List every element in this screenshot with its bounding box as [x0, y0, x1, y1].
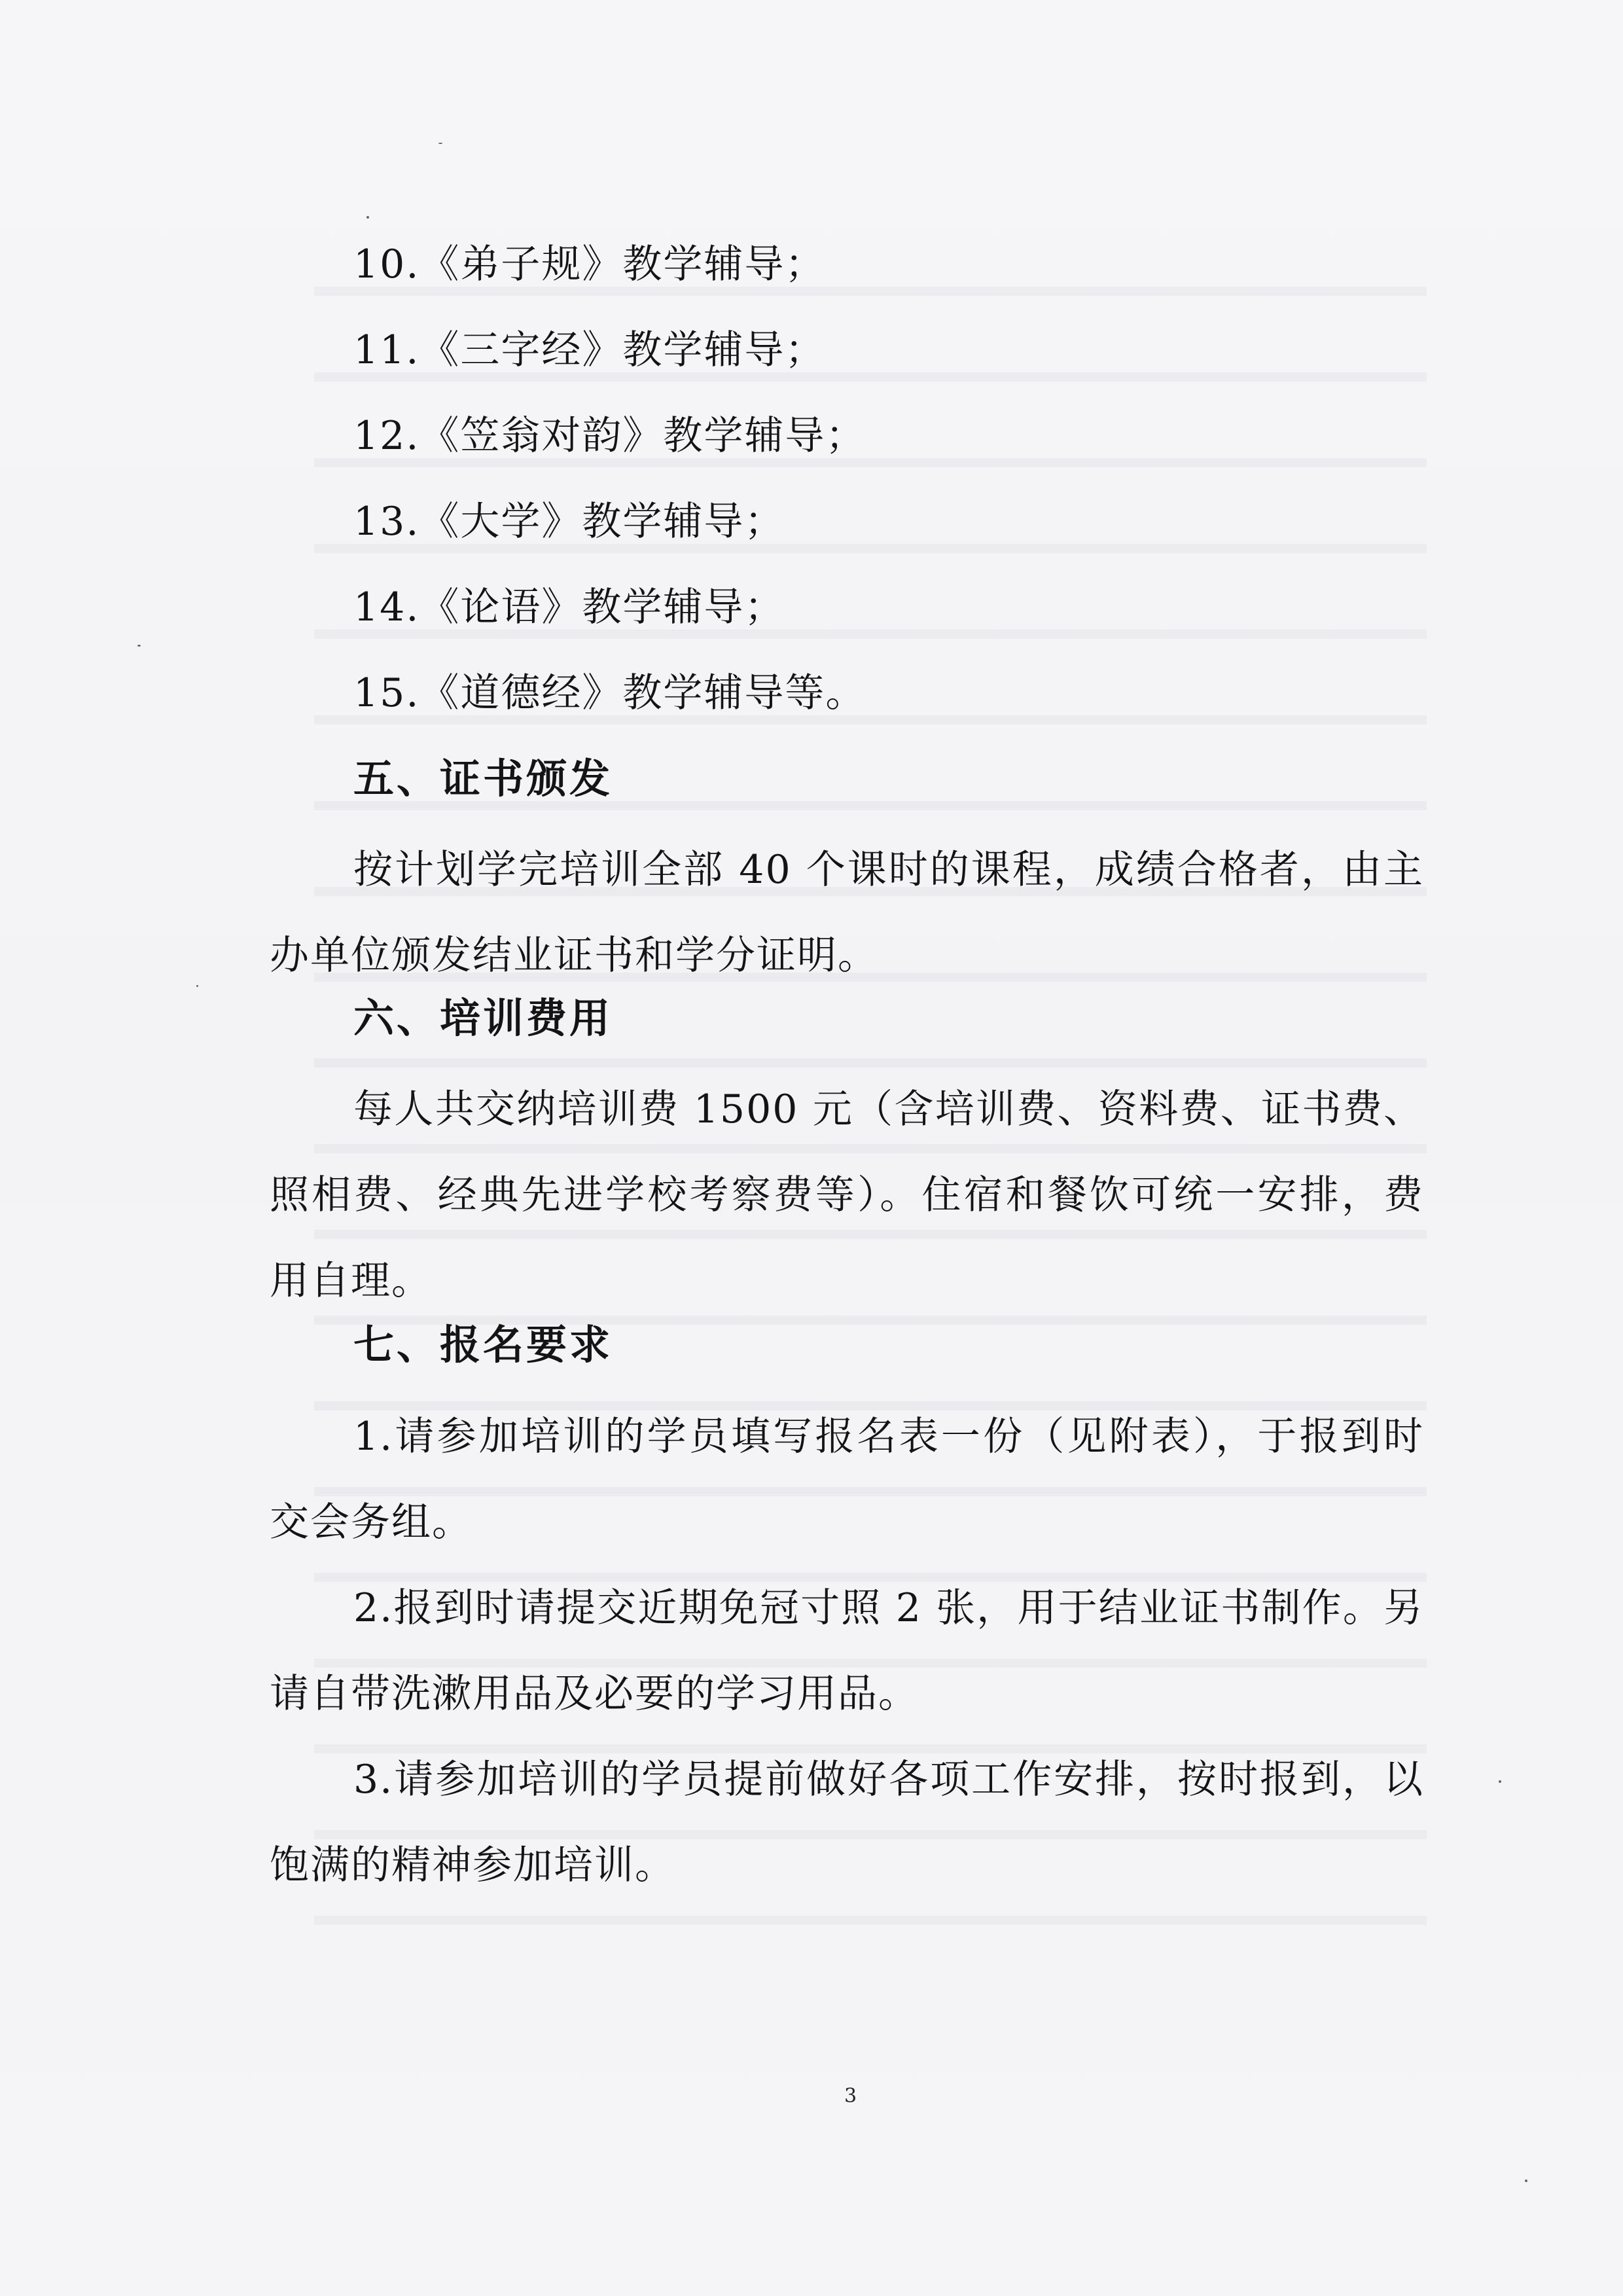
scan-speck [1499, 1780, 1501, 1783]
registration-item: 2.报到时请提交近期免冠寸照 2 张，用于结业证书制作。另请自带洗漱用品及必要的学习用品。 [270, 1585, 1424, 1717]
scan-speck [196, 985, 198, 987]
section-heading-registration: 七、报名要求 [353, 1321, 613, 1369]
page-number: 3 [844, 2085, 857, 2108]
list-item: 12.《笠翁对韵》教学辅导； [353, 413, 866, 459]
scan-speck [438, 143, 442, 144]
scan-speck [137, 645, 141, 647]
registration-item: 1.请参加培训的学员填写报名表一份（见附表），于报到时交会务组。 [270, 1414, 1424, 1545]
scan-speck [1525, 2179, 1527, 2182]
registration-item: 3.请参加培训的学员提前做好各项工作安排，按时报到，以饱满的精神参加培训。 [270, 1757, 1424, 1888]
list-item: 15.《道德经》教学辅导等。 [353, 670, 866, 716]
scan-speck [366, 216, 369, 219]
section-heading-fees: 六、培训费用 [353, 994, 613, 1042]
list-item: 11.《三字经》教学辅导； [353, 327, 826, 373]
section-body-certificate: 按计划学完培训全部 40 个课时的课程，成绩合格者，由主办单位颁发结业证书和学分证明。 [270, 847, 1424, 978]
section-heading-certificate: 五、证书颁发 [353, 755, 613, 802]
list-item: 10.《弟子规》教学辅导； [353, 242, 826, 287]
section-body-fees: 每人共交纳培训费 1500 元（含培训费、资料费、证书费、照相费、经典先进学校考察费等）。住宿和餐饮可统一安排，费用自理。 [270, 1086, 1424, 1304]
list-item: 13.《大学》教学辅导； [353, 499, 785, 545]
list-item: 14.《论语》教学辅导； [353, 584, 785, 630]
